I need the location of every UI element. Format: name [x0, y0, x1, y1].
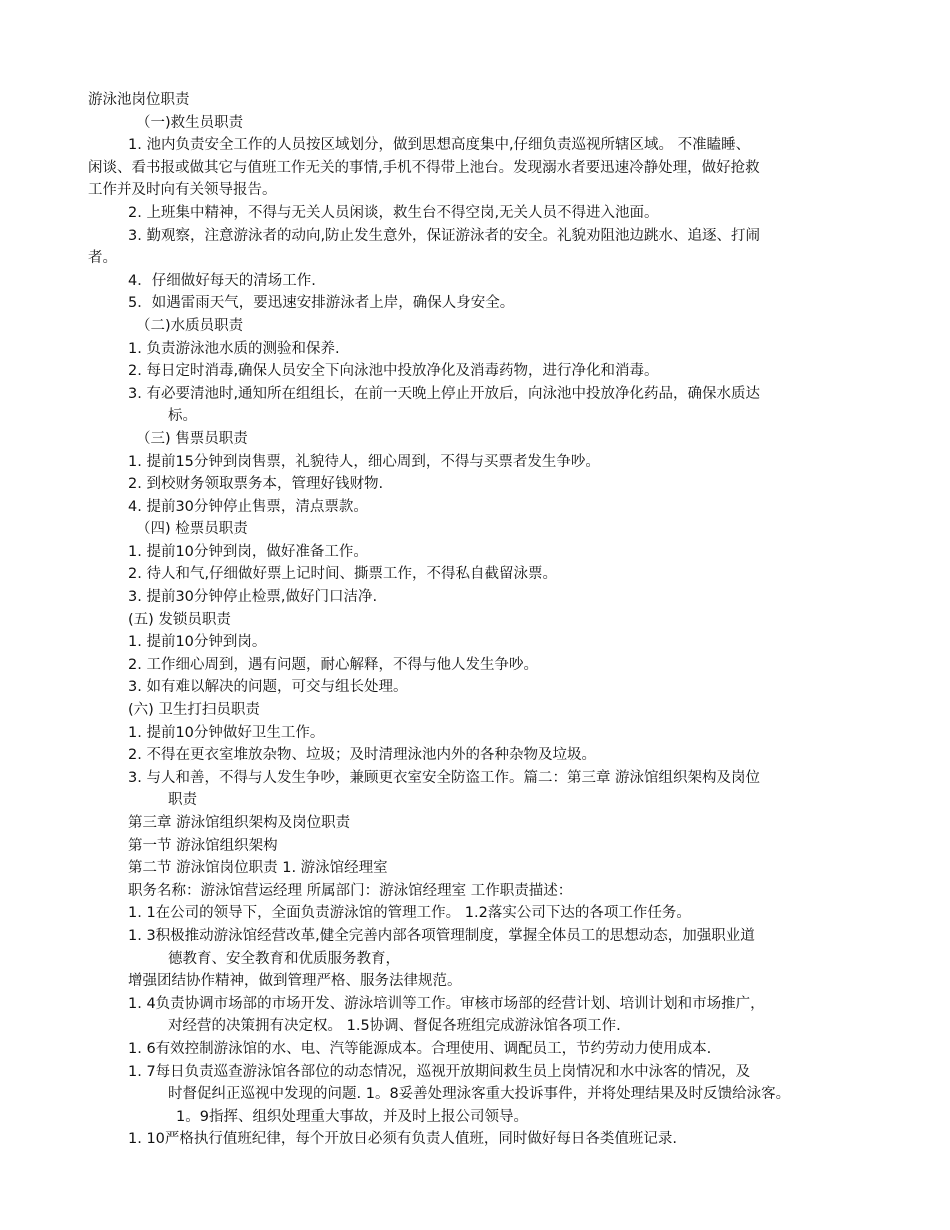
text-line: 1. 提前10分钟到岗，做好准备工作。	[128, 543, 368, 560]
text-line: 3. 如有难以解决的问题，可交与组长处理。	[128, 679, 408, 696]
section-heading-lifeguard: （一)救生员职责	[136, 114, 244, 131]
text-line: 3. 提前30分钟停止检票,做好门口洁净.	[128, 589, 378, 606]
section-heading-ticket-checker: （四) 检票员职责	[136, 521, 248, 538]
section-heading-cleaner: (六) 卫生打扫员职责	[128, 702, 260, 719]
text-line: 1. 7每日负责巡查游泳馆各部位的动态情况，巡视开放期间救生员上岗情况和水中泳客的情况，及	[128, 1063, 751, 1080]
text-line: 时督促纠正巡视中发现的问题. 1。8妥善处理泳客重大投诉事件，并将处理结果及时反馈给泳客。	[168, 1086, 791, 1103]
text-line: 2. 待人和气,仔细做好票上记时间、撕票工作，不得私自截留泳票。	[128, 566, 558, 583]
text-line: 德教育、安全教育和优质服务教育，	[168, 950, 400, 967]
text-line: 1. 3积极推动游泳馆经营改革,健全完善内部各项管理制度，掌握全体员工的思想动态，加强职业道	[128, 927, 755, 944]
text-line: 者。	[88, 250, 117, 267]
document-title: 游泳池岗位职责	[88, 92, 190, 108]
text-line: 4. 提前30分钟停止售票，清点票款。	[128, 498, 368, 515]
section-heading-lock-issuer: (五) 发锁员职责	[128, 611, 231, 628]
text-line: 1. 池内负责安全工作的人员按区域划分，做到思想高度集中,仔细负责巡视所辖区域。 不准瞌睡、	[128, 137, 751, 154]
text-line: 工作并及时向有关领导报告。	[88, 182, 277, 199]
document-page	[88, 89, 868, 1151]
text-line: 3. 勤观察，注意游泳者的动向,防止发生意外，保证游泳者的安全。礼貌劝阻池边跳水、追逐、打闹	[128, 227, 761, 244]
text-line: 2. 不得在更衣室堆放杂物、垃圾；及时清理泳池内外的各种杂物及垃圾。	[128, 747, 596, 764]
section-heading: 第二节 游泳馆岗位职责 1. 游泳馆经理室	[128, 860, 388, 877]
text-line: 职责	[168, 792, 197, 809]
text-line: 标。	[168, 408, 197, 425]
text-line: 职务名称：游泳馆营运经理 所属部门：游泳馆经理室 工作职责描述：	[128, 882, 573, 899]
text-line: 对经营的决策拥有决定权。 1.5协调、督促各班组完成游泳馆各项工作.	[168, 1018, 621, 1035]
text-line: 4．仔细做好每天的清场工作.	[128, 272, 316, 289]
text-line: 5．如遇雷雨天气，要迅速安排游泳者上岸，确保人身安全。	[128, 295, 515, 312]
text-line: 2. 每日定时消毒,确保人员安全下向泳池中投放净化及消毒药物，进行净化和消毒。	[128, 363, 659, 380]
text-line: 增强团结协作精神，做到管理严格、服务法律规范。	[128, 973, 462, 990]
chapter-heading: 第三章 游泳馆组织架构及岗位职责	[128, 815, 351, 831]
text-line: 1. 4负责协调市场部的市场开发、游泳培训等工作。审核市场部的经营计划、培训计划和市场推广，	[128, 995, 765, 1012]
text-line: 1. 提前10分钟做好卫生工作。	[128, 724, 325, 741]
text-line: 3. 有必要清池时,通知所在组组长，在前一天晚上停止开放后，向泳池中投放净化药品，确保水质达	[128, 385, 761, 402]
text-line: 1. 6有效控制游泳馆的水、电、汽等能源成本。合理使用、调配员工，节约劳动力使用成本.	[128, 1040, 712, 1057]
text-line: 2. 工作细心周到，遇有问题，耐心解释，不得与他人发生争吵。	[128, 656, 538, 673]
section-heading-ticket-seller: （三) 售票员职责	[136, 430, 248, 447]
text-line: 1. 提前15分钟到岗售票，礼貌待人，细心周到，不得与买票者发生争吵。	[128, 453, 600, 470]
text-line: 1. 负责游泳池水质的测验和保养.	[128, 340, 340, 357]
text-line: 3. 与人和善，不得与人发生争吵，兼顾更衣室安全防盗工作。篇二：第三章 游泳馆组织架构及岗位	[128, 769, 761, 786]
text-line: 1. 10严格执行值班纪律，每个开放日必须有负责人值班，同时做好每日各类值班记录.	[128, 1131, 678, 1148]
text-line: 1. 提前10分钟到岗。	[128, 634, 267, 651]
section-heading-water-quality: （二)水质员职责	[136, 317, 244, 334]
text-line: 2. 到校财务领取票务本，管理好钱财物.	[128, 476, 384, 493]
section-heading: 第一节 游泳馆组织架构	[128, 837, 278, 854]
text-line: 2. 上班集中精神，不得与无关人员闲谈，救生台不得空岗,无关人员不得进入池面。	[128, 204, 659, 221]
text-line: 1. 1在公司的领导下，全面负责游泳馆的管理工作。 1.2落实公司下达的各项工作任务。	[128, 905, 691, 922]
text-line: 闲谈、看书报或做其它与值班工作无关的事情,手机不得带上池台。发现溺水者要迅速冷静处理，做好抢救	[88, 159, 760, 176]
text-line: 1。9指挥、组织处理重大事故，并及时上报公司领导。	[176, 1108, 528, 1125]
